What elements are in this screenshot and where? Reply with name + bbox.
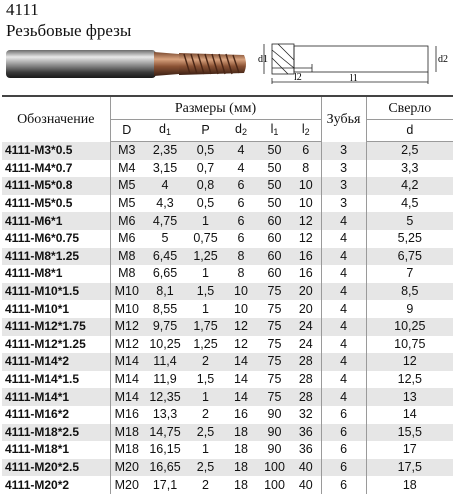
cell-l2: 36 xyxy=(291,441,321,459)
cell-teeth: 6 xyxy=(321,476,366,494)
cell-teeth: 4 xyxy=(321,353,366,371)
table-row xyxy=(2,142,453,160)
cell-designation: 4111-M20*2.5 xyxy=(2,459,110,477)
table-row xyxy=(2,212,453,230)
cell-l1: 50 xyxy=(258,177,291,195)
cell-d2: 14 xyxy=(224,388,258,406)
cell-d2: 8 xyxy=(224,248,258,266)
cell-d2: 18 xyxy=(224,459,258,477)
cell-D: M20 xyxy=(110,459,143,477)
cell-P: 1 xyxy=(187,300,224,318)
cell-drill: 4,2 xyxy=(366,177,453,195)
cell-teeth: 4 xyxy=(321,388,366,406)
cell-l2: 8 xyxy=(291,160,321,178)
table-row xyxy=(2,388,453,406)
cell-l1: 50 xyxy=(258,160,291,178)
cell-l1: 90 xyxy=(258,406,291,424)
cell-drill: 17,5 xyxy=(366,459,453,477)
group-drill: Сверло xyxy=(366,96,453,120)
cell-d2: 12 xyxy=(224,318,258,336)
cell-drill: 8,5 xyxy=(366,283,453,301)
cell-drill: 2,5 xyxy=(366,142,453,160)
cell-l2: 32 xyxy=(291,406,321,424)
cell-d1: 8,55 xyxy=(143,300,187,318)
cell-l2: 28 xyxy=(291,388,321,406)
cell-designation: 4111-M5*0.8 xyxy=(2,177,110,195)
l1-label: l1 xyxy=(350,73,358,84)
cell-D: M8 xyxy=(110,248,143,266)
table-row xyxy=(2,195,453,213)
cell-P: 1 xyxy=(187,265,224,283)
cell-designation: 4111-M12*1.75 xyxy=(2,318,110,336)
cell-P: 1 xyxy=(187,388,224,406)
table-row xyxy=(2,248,453,266)
cell-l1: 75 xyxy=(258,353,291,371)
cell-l2: 12 xyxy=(291,212,321,230)
tool-dimension-drawing xyxy=(252,38,452,86)
cell-d1: 11,4 xyxy=(143,353,187,371)
cell-d1: 5 xyxy=(143,230,187,248)
cell-d2: 16 xyxy=(224,406,258,424)
cell-teeth: 4 xyxy=(321,300,366,318)
cell-drill: 14 xyxy=(366,406,453,424)
cell-l1: 60 xyxy=(258,212,291,230)
cell-drill: 12,5 xyxy=(366,371,453,389)
cell-P: 0,7 xyxy=(187,160,224,178)
col-d1: $d_1$ xyxy=(143,120,187,142)
cell-designation: 4111-M4*0.7 xyxy=(2,160,110,178)
cell-D: M8 xyxy=(110,265,143,283)
thread-mill-spec-table xyxy=(2,95,453,494)
cell-P: 2 xyxy=(187,476,224,494)
product-code: 4111 xyxy=(6,0,39,19)
cell-teeth: 6 xyxy=(321,441,366,459)
cell-d1: 10,25 xyxy=(143,336,187,354)
cell-l2: 40 xyxy=(291,476,321,494)
cell-D: M14 xyxy=(110,353,143,371)
col-designation: Обозначение xyxy=(2,96,110,142)
cell-d1: 17,1 xyxy=(143,476,187,494)
cell-P: 1,25 xyxy=(187,248,224,266)
cell-d1: 3,15 xyxy=(143,160,187,178)
cell-designation: 4111-M14*1 xyxy=(2,388,110,406)
table-row xyxy=(2,336,453,354)
table-row xyxy=(2,406,453,424)
cell-drill: 6,75 xyxy=(366,248,453,266)
cell-d1: 11,9 xyxy=(143,371,187,389)
d2-label: d2 xyxy=(438,54,448,65)
cell-d2: 6 xyxy=(224,230,258,248)
cell-drill: 10,25 xyxy=(366,318,453,336)
cell-P: 1,5 xyxy=(187,283,224,301)
cell-designation: 4111-M10*1.5 xyxy=(2,283,110,301)
cell-d1: 4,3 xyxy=(143,195,187,213)
cell-D: M6 xyxy=(110,212,143,230)
cell-drill: 4,5 xyxy=(366,195,453,213)
col-P: P xyxy=(187,120,224,142)
cell-l1: 50 xyxy=(258,195,291,213)
cell-teeth: 4 xyxy=(321,230,366,248)
l2-label: l2 xyxy=(294,72,302,83)
cell-P: 0,75 xyxy=(187,230,224,248)
table-row xyxy=(2,160,453,178)
cell-d2: 8 xyxy=(224,265,258,283)
table-row xyxy=(2,300,453,318)
cell-D: M18 xyxy=(110,424,143,442)
cell-P: 1,75 xyxy=(187,318,224,336)
cell-teeth: 4 xyxy=(321,336,366,354)
cell-P: 0,5 xyxy=(187,142,224,160)
cell-drill: 5,25 xyxy=(366,230,453,248)
cell-d2: 4 xyxy=(224,160,258,178)
table-row xyxy=(2,283,453,301)
cell-d1: 16,65 xyxy=(143,459,187,477)
cell-P: 2,5 xyxy=(187,424,224,442)
cell-D: M10 xyxy=(110,283,143,301)
cell-l1: 90 xyxy=(258,424,291,442)
cell-l2: 16 xyxy=(291,248,321,266)
cell-P: 1,5 xyxy=(187,371,224,389)
cell-l1: 60 xyxy=(258,230,291,248)
cell-D: M20 xyxy=(110,476,143,494)
cell-d1: 9,75 xyxy=(143,318,187,336)
cell-d1: 16,15 xyxy=(143,441,187,459)
cell-D: M10 xyxy=(110,300,143,318)
cell-l2: 10 xyxy=(291,177,321,195)
cell-P: 1 xyxy=(187,212,224,230)
table-row xyxy=(2,318,453,336)
cell-l2: 20 xyxy=(291,300,321,318)
cell-designation: 4111-M20*2 xyxy=(2,476,110,494)
cell-l2: 16 xyxy=(291,265,321,283)
cell-d1: 6,65 xyxy=(143,265,187,283)
cell-l2: 24 xyxy=(291,318,321,336)
cell-P: 2 xyxy=(187,353,224,371)
cell-designation: 4111-M6*0.75 xyxy=(2,230,110,248)
col-D: D xyxy=(110,120,143,142)
cell-d2: 12 xyxy=(224,336,258,354)
cell-designation: 4111-M14*2 xyxy=(2,353,110,371)
table-row xyxy=(2,441,453,459)
cell-drill: 9 xyxy=(366,300,453,318)
cell-d2: 10 xyxy=(224,283,258,301)
cell-designation: 4111-M10*1 xyxy=(2,300,110,318)
cell-D: M12 xyxy=(110,336,143,354)
cell-d1: 4,75 xyxy=(143,212,187,230)
cell-P: 0,5 xyxy=(187,195,224,213)
cell-drill: 5 xyxy=(366,212,453,230)
cell-d1: 8,1 xyxy=(143,283,187,301)
cell-d1: 4 xyxy=(143,177,187,195)
cell-D: M14 xyxy=(110,371,143,389)
col-teeth: Зубья xyxy=(321,96,366,142)
cell-D: M4 xyxy=(110,160,143,178)
page-title: Резьбовые фрезы xyxy=(6,21,132,40)
table-row xyxy=(2,371,453,389)
col-l1: $l_1$ xyxy=(258,120,291,142)
cell-l1: 100 xyxy=(258,459,291,477)
cell-teeth: 4 xyxy=(321,371,366,389)
cell-l1: 90 xyxy=(258,441,291,459)
cell-drill: 17 xyxy=(366,441,453,459)
cell-teeth: 3 xyxy=(321,142,366,160)
cell-teeth: 4 xyxy=(321,283,366,301)
cell-drill: 18 xyxy=(366,476,453,494)
cell-teeth: 4 xyxy=(321,318,366,336)
cell-d2: 6 xyxy=(224,212,258,230)
cell-d2: 18 xyxy=(224,476,258,494)
cell-designation: 4111-M16*2 xyxy=(2,406,110,424)
cell-d2: 14 xyxy=(224,371,258,389)
cell-designation: 4111-M8*1 xyxy=(2,265,110,283)
table-row xyxy=(2,265,453,283)
cell-l2: 28 xyxy=(291,371,321,389)
cell-D: M3 xyxy=(110,142,143,160)
cell-d1: 12,35 xyxy=(143,388,187,406)
cell-D: M12 xyxy=(110,318,143,336)
cell-d2: 6 xyxy=(224,177,258,195)
cell-d2: 6 xyxy=(224,195,258,213)
cell-designation: 4111-M8*1.25 xyxy=(2,248,110,266)
spec-table-body xyxy=(2,142,453,494)
table-row xyxy=(2,424,453,442)
cell-l1: 75 xyxy=(258,336,291,354)
cell-teeth: 4 xyxy=(321,212,366,230)
cell-l1: 60 xyxy=(258,265,291,283)
cell-l1: 100 xyxy=(258,476,291,494)
group-dimensions: Размеры (мм) xyxy=(110,96,321,120)
cell-drill: 15,5 xyxy=(366,424,453,442)
col-d2: $d_2$ xyxy=(224,120,258,142)
cell-d2: 4 xyxy=(224,142,258,160)
cell-l2: 6 xyxy=(291,142,321,160)
col-drill-d: d xyxy=(366,120,453,142)
col-l2: $l_2$ xyxy=(291,120,321,142)
cell-D: M5 xyxy=(110,177,143,195)
cell-d1: 13,3 xyxy=(143,406,187,424)
cell-teeth: 4 xyxy=(321,248,366,266)
cell-P: 1,25 xyxy=(187,336,224,354)
cell-l1: 75 xyxy=(258,318,291,336)
cell-l1: 60 xyxy=(258,248,291,266)
cell-teeth: 4 xyxy=(321,265,366,283)
cell-teeth: 6 xyxy=(321,459,366,477)
cell-l1: 75 xyxy=(258,283,291,301)
cell-drill: 13 xyxy=(366,388,453,406)
cell-l1: 50 xyxy=(258,142,291,160)
d1-label: d1 xyxy=(258,54,268,65)
table-row xyxy=(2,353,453,371)
cell-designation: 4111-M6*1 xyxy=(2,212,110,230)
cell-drill: 10,75 xyxy=(366,336,453,354)
cell-P: 1 xyxy=(187,441,224,459)
cell-d2: 10 xyxy=(224,300,258,318)
cell-teeth: 3 xyxy=(321,195,366,213)
cell-l2: 28 xyxy=(291,353,321,371)
cell-l2: 36 xyxy=(291,424,321,442)
cell-D: M6 xyxy=(110,230,143,248)
cell-designation: 4111-M18*2.5 xyxy=(2,424,110,442)
cell-l1: 75 xyxy=(258,371,291,389)
cell-D: M18 xyxy=(110,441,143,459)
cell-l2: 24 xyxy=(291,336,321,354)
cell-l2: 20 xyxy=(291,283,321,301)
cell-l2: 12 xyxy=(291,230,321,248)
cell-l1: 75 xyxy=(258,300,291,318)
cell-d2: 14 xyxy=(224,353,258,371)
cell-d1: 6,45 xyxy=(143,248,187,266)
cell-designation: 4111-M3*0.5 xyxy=(2,142,110,160)
cell-P: 2,5 xyxy=(187,459,224,477)
cell-P: 2 xyxy=(187,406,224,424)
cell-l2: 10 xyxy=(291,195,321,213)
cell-designation: 4111-M5*0.5 xyxy=(2,195,110,213)
cell-drill: 3,3 xyxy=(366,160,453,178)
cell-designation: 4111-M12*1.25 xyxy=(2,336,110,354)
cell-designation: 4111-M14*1.5 xyxy=(2,371,110,389)
table-row xyxy=(2,476,453,494)
cell-designation: 4111-M18*1 xyxy=(2,441,110,459)
cell-d1: 2,35 xyxy=(143,142,187,160)
cell-l1: 75 xyxy=(258,388,291,406)
table-row xyxy=(2,459,453,477)
cell-teeth: 6 xyxy=(321,424,366,442)
cell-P: 0,8 xyxy=(187,177,224,195)
cell-drill: 7 xyxy=(366,265,453,283)
cell-d2: 18 xyxy=(224,441,258,459)
thread-mill-photo xyxy=(4,44,249,84)
cell-teeth: 3 xyxy=(321,160,366,178)
cell-d1: 14,75 xyxy=(143,424,187,442)
table-row xyxy=(2,230,453,248)
cell-D: M16 xyxy=(110,406,143,424)
cell-drill: 12 xyxy=(366,353,453,371)
cell-l2: 40 xyxy=(291,459,321,477)
cell-teeth: 3 xyxy=(321,177,366,195)
cell-teeth: 6 xyxy=(321,406,366,424)
cell-d2: 18 xyxy=(224,424,258,442)
cell-D: M14 xyxy=(110,388,143,406)
cell-D: M5 xyxy=(110,195,143,213)
table-row xyxy=(2,177,453,195)
